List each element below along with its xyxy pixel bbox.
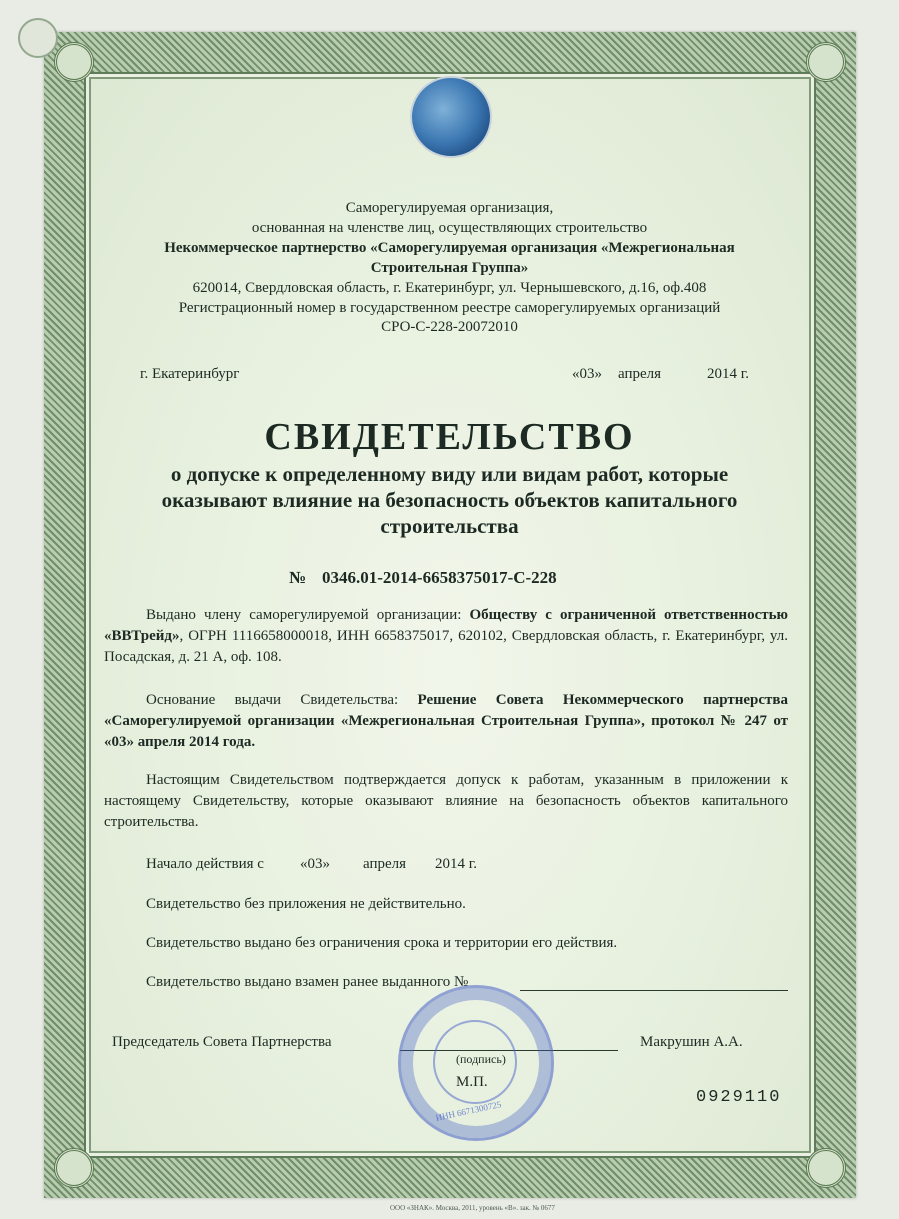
signatory-position: Председатель Совета Партнерства: [112, 1034, 332, 1050]
start-day: «03»: [300, 856, 330, 872]
document-title: СВИДЕТЕЛЬСТВО: [264, 416, 635, 458]
document-subtitle-1: о допуске к определенному виду или видам работ, которые: [170, 462, 729, 486]
seal-inner-ring: [433, 1020, 517, 1104]
serial-number: 0929110: [696, 1088, 782, 1107]
org-address: 620014, Свердловская область, г. Екатеринбург, ул. Чернышевского, д.16, оф.408: [192, 280, 707, 296]
document-subtitle-3: строительства: [380, 514, 519, 538]
corner-ornament-icon: [54, 42, 94, 82]
basis-text: Решение Совета Некоммерческого партнерства «Саморегулируемой организации «Межрегиональная Строительная Группа», протокол № 247 от «03» апреля 2014 года.: [104, 692, 788, 750]
issue-city: г. Екатеринбург: [140, 366, 240, 382]
issue-year: 2014 г.: [707, 366, 749, 382]
start-month: апреля: [363, 856, 407, 872]
note-unlimited: Свидетельство выдано без ограничения срока и территории его действия.: [146, 935, 618, 951]
note-no-attachment: Свидетельство без приложения не действительно.: [146, 896, 466, 912]
start-year: 2014 г.: [435, 856, 477, 872]
registry-text: Регистрационный номер в государственном реестре саморегулируемых организаций: [178, 300, 721, 316]
replacement-number-line: [520, 990, 788, 991]
issue-month: апреля: [618, 366, 662, 382]
corner-ornament-icon: [54, 1148, 94, 1188]
issued-to-prefix: Выдано члену саморегулируемой организации:: [146, 607, 470, 623]
printer-footer: ООО «ЗНАК». Москва, 2011, уровень «В». зак. № 0677: [390, 1204, 555, 1212]
certificate-number: 0346.01-2014-6658375017-С-228: [322, 568, 557, 587]
punch-hole: [18, 18, 58, 58]
header-line-2: основанная на членстве лиц, осуществляющих строительство: [251, 220, 648, 236]
org-name-line-1: Некоммерческое партнерство «Саморегулируемая организация «Межрегиональная: [164, 240, 735, 256]
issue-day: «03»: [572, 366, 602, 382]
org-name-line-2: Строительная Группа»: [370, 260, 529, 276]
certificate-number-label: №: [289, 568, 307, 587]
basis-prefix: Основание выдачи Свидетельства:: [146, 692, 418, 708]
signature-hint: (подпись): [456, 1052, 506, 1066]
header-line-1: Саморегулируемая организация,: [345, 200, 554, 216]
organization-seal-stamp: [398, 985, 554, 1141]
note-replacement: Свидетельство выдано взамен ранее выданного №: [146, 974, 469, 990]
issued-to-company: Обществу с ограниченной ответственностью «ВВТрейд»: [104, 607, 788, 644]
corner-ornament-icon: [806, 42, 846, 82]
seal-inn-text: ИНН 6671300725: [434, 1099, 503, 1123]
corner-ornament-icon: [806, 1148, 846, 1188]
organization-emblem-icon: [410, 76, 492, 158]
registry-number: СРО-С-228-20072010: [381, 319, 518, 335]
issued-to-details: , ОГРН 1116658000018, ИНН 6658375017, 620102, Свердловская область, г. Екатеринбург, ул. Посадская, д. 21 А, оф. 108.: [104, 628, 788, 665]
document-subtitle-2: оказывают влияние на безопасность объектов капитального: [161, 488, 738, 512]
start-label: Начало действия с: [146, 856, 264, 872]
seal-hint: М.П.: [456, 1074, 488, 1090]
confirmation-paragraph: Настоящим Свидетельством подтверждается допуск к работам, указанным в приложении к настоящему Свидетельству, которые оказывают влияние на безопасность объектов капитального строительства.: [104, 772, 788, 830]
issued-to-paragraph: [104, 605, 788, 668]
signatory-name: Макрушин А.А.: [640, 1034, 743, 1050]
basis-paragraph: [104, 690, 788, 753]
